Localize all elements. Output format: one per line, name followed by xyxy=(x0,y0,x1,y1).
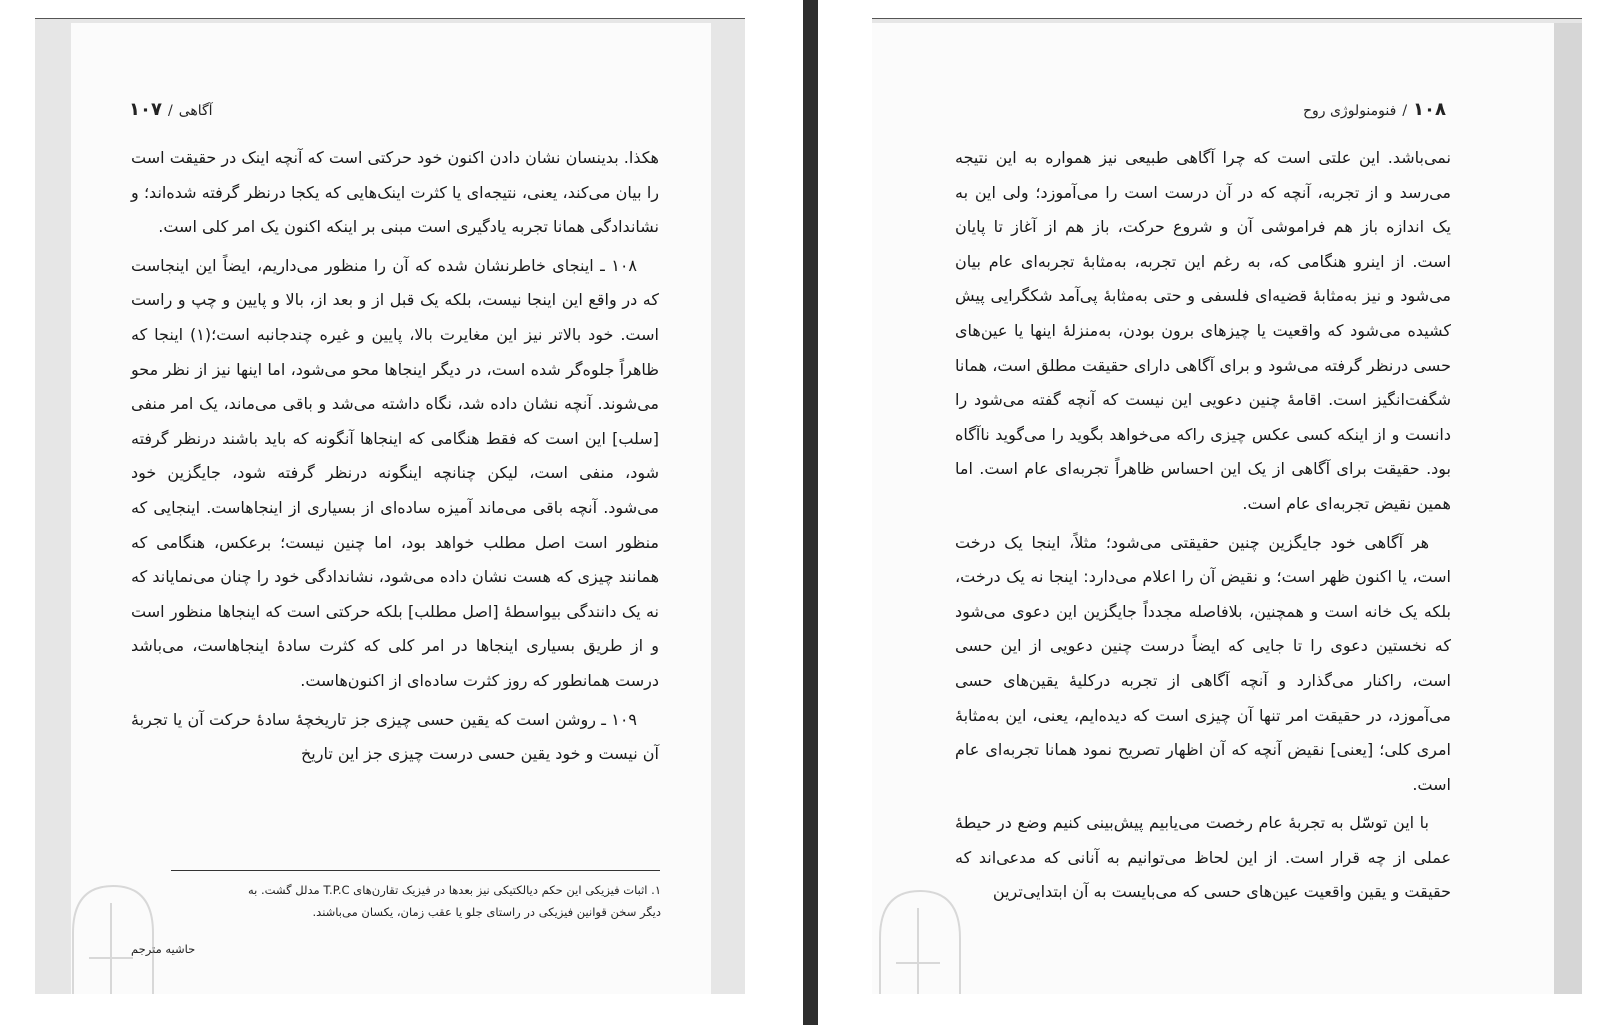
paragraph: نمی‌باشد. این علتی است که چرا آگاهی طبیعی نیز همواره به این نتیجه می‌رسد و از تجربه، آنچه که در آن درست است را می‌آموزد؛ ولی این به یک اندازه باز هم فراموشی آن و شروع حرکت، باز هم از آغاز تا پایان است. از اینرو هنگامی که، به رغم این تجربه، به‌مثابهٔ تجربه‌ای عام بیان می‌شود و نیز به‌مثابهٔ قضیه‌ای فلسفی و حتی به‌مثابهٔ پی‌آمد شکگرایی پیش کشیده می‌شود که واقعیت یا چیزهای برون بودن، به‌منزلهٔ اینها یا عین‌های حسی درنظر گرفته می‌شود و برای آگاهی دارای حقیقت مطلق است، همانا شگفت‌انگیز است. اقامهٔ چنین دعویی این نیست که آنچه گفته می‌شود را دانست و از اینکه کسی عکس چیزی راکه می‌خواهد بگوید را می‌گوید ناآگاه بود. حقیقت برای آگاهی از یک این احساس ظاهراً تجربه‌ای عام است. اما همین نقیض تجربه‌ای عام است. xyxy=(955,148,1451,513)
page-number: ۱۰۷ xyxy=(129,99,162,120)
right-page-viewport xyxy=(872,18,1582,994)
paragraph: ۱۰۸ ـ اینجای خاطرنشان شده که آن را منظور می‌داریم، ایضاً این اینجاست که در واقع این اینجا نیست، بلکه یک قبل از و بعد از، بالا و پایین و چپ و راست است. خود بالاتر نیز این مغایرت بالا، پایین و غیره چندجانبه است؛(۱) اینجا که ظاهراً جلوه‌گر شده است، در دیگر اینجاها محو می‌شود، اما اینها نیز از نظر محو می‌شوند. آنچه نشان داده شد، نگاه داشته می‌شد و باقی می‌ماند، یک امر منفی [سلب] این است که فقط هنگامی که اینجاها آنگونه که باید باشند درنظر گرفته شود، منفی است، لیکن چنانچه اینگونه درنظر گرفته شود، جایگزین خود می‌شود. آنچه باقی می‌ماند آمیزه ساده‌ای از بسیاری از اینجاهاست. اینجایی که منظور است اصل مطلب خواهد بود، اما چنین نیست؛ برعکس، هنگامی که همانند چیزی که هست نشان داده می‌شود، نشاندادگی خود را چنان می‌نمایاند که نه یک دانندگی بیواسطهٔ [اصل مطلب] بلکه حرکتی است که اینجاها منظور است و از طریق بسیاری اینجاها در امر کلی که کثرت سادهٔ اینجاهاست، می‌باشد درست همانطور که روز کثرت ساده‌ای از اکنون‌هاست. xyxy=(131,255,659,690)
page-body-text xyxy=(955,141,1451,910)
section-title: فنومنولوژی روح xyxy=(1302,103,1397,119)
page-edge-shadow xyxy=(1554,23,1582,994)
paragraph: با این توسّل به تجربهٔ عام رخصت می‌یابیم پیش‌بینی کنیم وضع در حیطهٔ عملی از چه قرار است. از این لحاظ می‌توانیم به آنانی که مدعی‌اند که حقیقت و یقین واقعیت عین‌های حسی که می‌بایست به آن ابتدایی‌ترین xyxy=(955,813,1451,902)
watermark-seal-icon xyxy=(71,878,156,994)
watermark-seal-icon xyxy=(878,883,963,994)
paragraph: ۱۰۹ ـ روشن است که یقین حسی چیزی جز تاریخچهٔ سادهٔ حرکت آن یا تجربهٔ آن نیست و خود یقین حسی درست چیزی جز این تاریخ xyxy=(131,709,659,764)
left-page-viewport xyxy=(35,18,745,994)
paragraph: هر آگاهی خود جایگزین چنین حقیقتی می‌شود؛ مثلاً، اینجا یک درخت است، یا اکنون ظهر است؛ و نقیض آن را اعلام می‌دارد: اینجا نه یک درخت، بلکه یک خانه است و همچنین، بلافاصله مجدداً جایگزین این دعوی می‌شود که نخستین دعوی را تا جایی که ایضاً درست چنین دعویی از این حسی است، راکنار می‌گذارد و آنچه آگاهی از تجربه درکلیهٔ یقین‌های حسی می‌آموزد، در حقیقت امر تنها آن چیزی است که دیده‌ایم، یعنی، این به‌مثابهٔ امری کلی؛ [یعنی] نقیض آنچه که آن اظهار تصریح نمود همانا تجربه‌ای عام است. xyxy=(955,532,1451,794)
footnote xyxy=(131,879,661,923)
page-header: آگاهی/۱۰۷ xyxy=(129,99,213,120)
footnote-line: ۱. اثبات فیزیکی این حکم دیالکتیکی نیز بعدها در فیزیک تقارن‌های T.P.C مدلل گشت. به xyxy=(247,883,661,897)
section-title: آگاهی xyxy=(178,103,213,119)
footnote-line: دیگر سخن قوانین فیزیکی در راستای جلو یا عقب زمان، یکسان می‌باشند. xyxy=(312,905,661,919)
book-page-108 xyxy=(872,23,1554,994)
page-body-text xyxy=(131,141,659,772)
paragraph: هکذا. بدینسان نشان دادن اکنون خود حرکتی است که آنچه اینک در حقیقت است را بیان می‌کند، یعنی، نتیجه‌ای یا کثرت اینک‌هایی که یکجا درنظر گرفته شده‌اند؛ و نشاندادگی همانا تجربه یادگیری است مبنی بر اینکه اکنون یک امر کلی است. xyxy=(131,148,659,237)
page-number: ۱۰۸ xyxy=(1413,99,1446,120)
page-header: ۱۰۸/فنومنولوژی روح xyxy=(1302,99,1446,120)
page-divider xyxy=(803,0,818,1025)
footnote-divider xyxy=(171,870,660,871)
book-page-107 xyxy=(71,23,711,994)
footnote-attribution: حاشیه مترجم xyxy=(131,942,196,956)
